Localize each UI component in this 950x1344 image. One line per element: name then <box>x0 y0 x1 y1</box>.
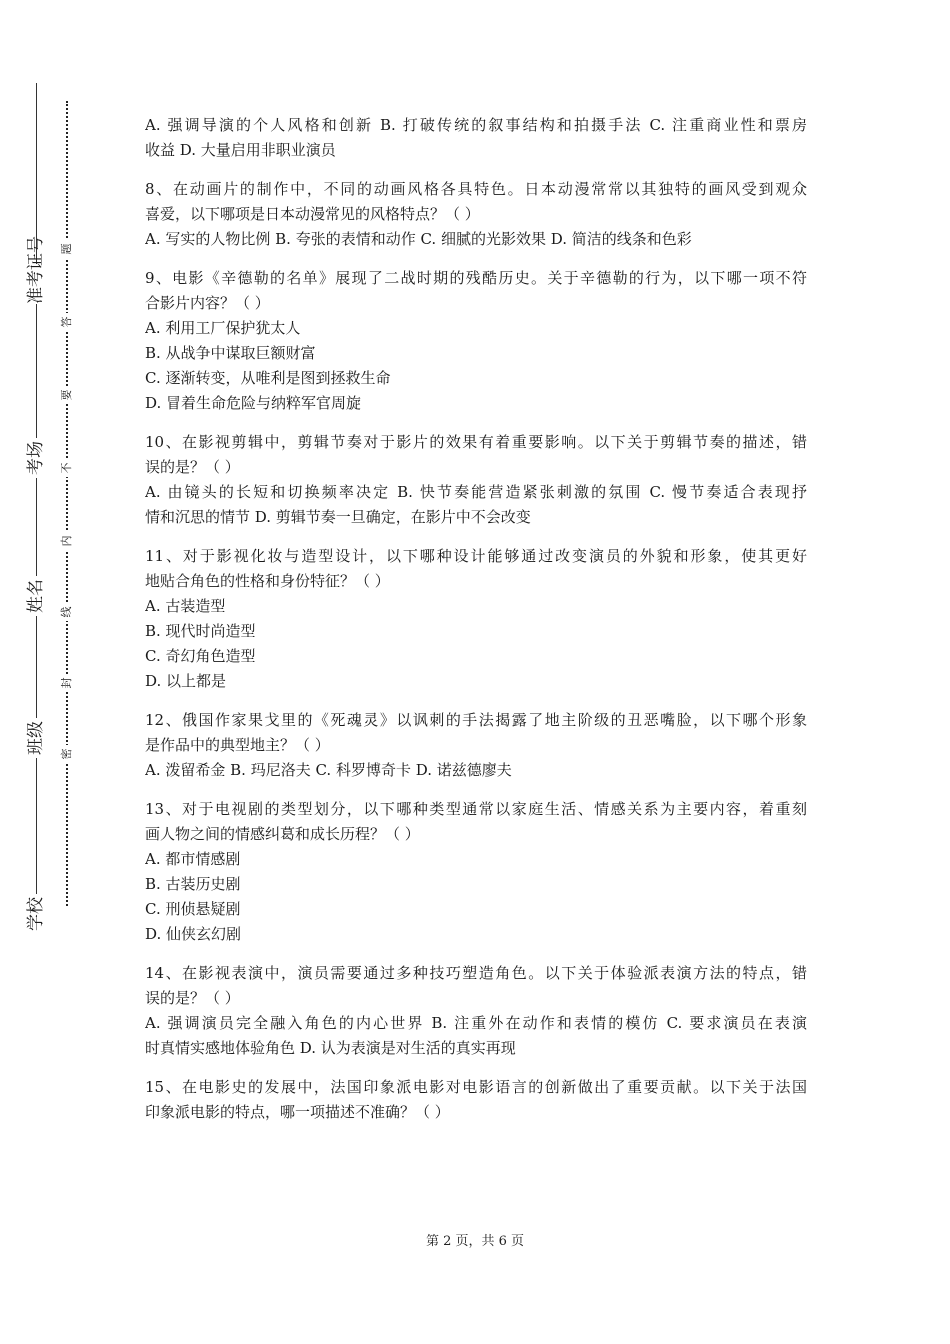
question-stem: 15、在电影史的发展中，法国印象派电影对电影语言的创新做出了重要贡献。以下关于法国 <box>145 1078 807 1096</box>
page-number: 第 2 页，共 6 页 <box>425 1234 525 1249</box>
question-8 <box>145 177 807 252</box>
option-b: B. 古装历史剧 <box>145 875 241 893</box>
margin-solid-line <box>36 83 37 921</box>
option-c: C. 逐渐转变，从唯利是图到拯救生命 <box>145 369 391 387</box>
question-15 <box>145 1075 807 1125</box>
question-stem: 11、对于影视化妆与造型设计，以下哪种设计能够通过改变演员的外貌和形象，使其更好 <box>145 547 807 565</box>
option-line: A. 泼留希金 B. 玛尼洛夫 C. 科罗博奇卡 D. 诺兹德廖夫 <box>145 761 512 779</box>
question-stem: 14、在影视表演中，演员需要通过多种技巧塑造角色。以下关于体验派表演方法的特点，错 <box>145 964 807 982</box>
binding-margin <box>0 0 110 1344</box>
school-label: 学校 <box>16 894 56 934</box>
option-line: 时真情实感地体验角色 D. 认为表演是对生活的真实再现 <box>145 1039 516 1057</box>
ticket-number-label: 准考证号 <box>16 264 56 304</box>
question-stem: 画人物之间的情感纠葛和成长历程？（ ） <box>145 825 420 843</box>
question-list <box>145 113 807 1139</box>
question-stem: 喜爱，以下哪项是日本动漫常见的风格特点？（ ） <box>145 205 480 223</box>
name-label: 姓名 <box>16 576 56 616</box>
question-11 <box>145 544 807 694</box>
question-stem: 是作品中的典型地主？（ ） <box>145 736 330 754</box>
option-d: D. 冒着生命危险与纳粹军官周旋 <box>145 394 362 412</box>
option-a: A. 利用工厂保护犹太人 <box>145 319 301 337</box>
seal-char: 不 <box>58 459 76 477</box>
seal-char: 线 <box>58 603 76 621</box>
option-line: 收益 D. 大量启用非职业演员 <box>145 141 336 159</box>
option-line: 情和沉思的情节 D. 剪辑节奏一旦确定，在影片中不会改变 <box>145 508 531 526</box>
seal-char: 要 <box>58 386 76 404</box>
option-d: D. 以上都是 <box>145 672 227 690</box>
question-9 <box>145 266 807 416</box>
seal-char: 封 <box>58 674 76 692</box>
question-stem: 误的是？（ ） <box>145 989 240 1007</box>
option-line: A. 写实的人物比例 B. 夸张的表情和动作 C. 细腻的光影效果 D. 简洁的线条和色彩 <box>145 230 692 248</box>
option-b: B. 现代时尚造型 <box>145 622 256 640</box>
option-a: A. 都市情感剧 <box>145 850 241 868</box>
seal-char: 内 <box>58 532 76 550</box>
seal-char: 答 <box>58 313 76 331</box>
option-a: A. 古装造型 <box>145 597 226 615</box>
seal-dotted-line <box>66 101 68 906</box>
option-c: C. 奇幻角色造型 <box>145 647 256 665</box>
question-stem: 8、在动画片的制作中，不同的动画风格各具特色。日本动漫常常以其独特的画风受到观众 <box>145 180 807 198</box>
seal-char: 密 <box>58 745 76 763</box>
option-line: A. 由镜头的长短和切换频率决定 B. 快节奏能营造紧张刺激的氛围 C. 慢节奏适合表现抒 <box>145 483 807 501</box>
question-stem: 误的是？（ ） <box>145 458 240 476</box>
option-d: D. 仙侠玄幻剧 <box>145 925 242 943</box>
question-stem: 印象派电影的特点，哪一项描述不准确？（ ） <box>145 1103 450 1121</box>
exam-room-label: 考场 <box>16 438 56 478</box>
option-line: A. 强调导演的个人风格和创新 B. 打破传统的叙事结构和拍摄手法 C. 注重商业性和票房 <box>145 116 807 134</box>
question-13 <box>145 797 807 947</box>
question-10 <box>145 430 807 530</box>
question-7-options <box>145 113 807 163</box>
option-b: B. 从战争中谋取巨额财富 <box>145 344 316 362</box>
question-stem: 10、在影视剪辑中，剪辑节奏对于影片的效果有着重要影响。以下关于剪辑节奏的描述，错 <box>145 433 807 451</box>
class-label: 班级 <box>16 718 56 758</box>
question-stem: 地贴合角色的性格和身份特征？（ ） <box>145 572 390 590</box>
question-stem: 13、对于电视剧的类型划分，以下哪种类型通常以家庭生活、情感关系为主要内容，着重刻 <box>145 800 807 818</box>
question-stem: 9、电影《辛德勒的名单》展现了二战时期的残酷历史。关于辛德勒的行为，以下哪一项不符 <box>145 269 807 287</box>
option-line: A. 强调演员完全融入角色的内心世界 B. 注重外在动作和表情的模仿 C. 要求演员在表演 <box>145 1014 807 1032</box>
question-stem: 12、俄国作家果戈里的《死魂灵》以讽刺的手法揭露了地主阶级的丑恶嘴脸，以下哪个形象 <box>145 711 807 729</box>
question-stem: 合影片内容？（ ） <box>145 294 270 312</box>
question-12 <box>145 708 807 783</box>
seal-char: 题 <box>58 240 76 258</box>
option-c: C. 刑侦悬疑剧 <box>145 900 241 918</box>
question-14 <box>145 961 807 1061</box>
